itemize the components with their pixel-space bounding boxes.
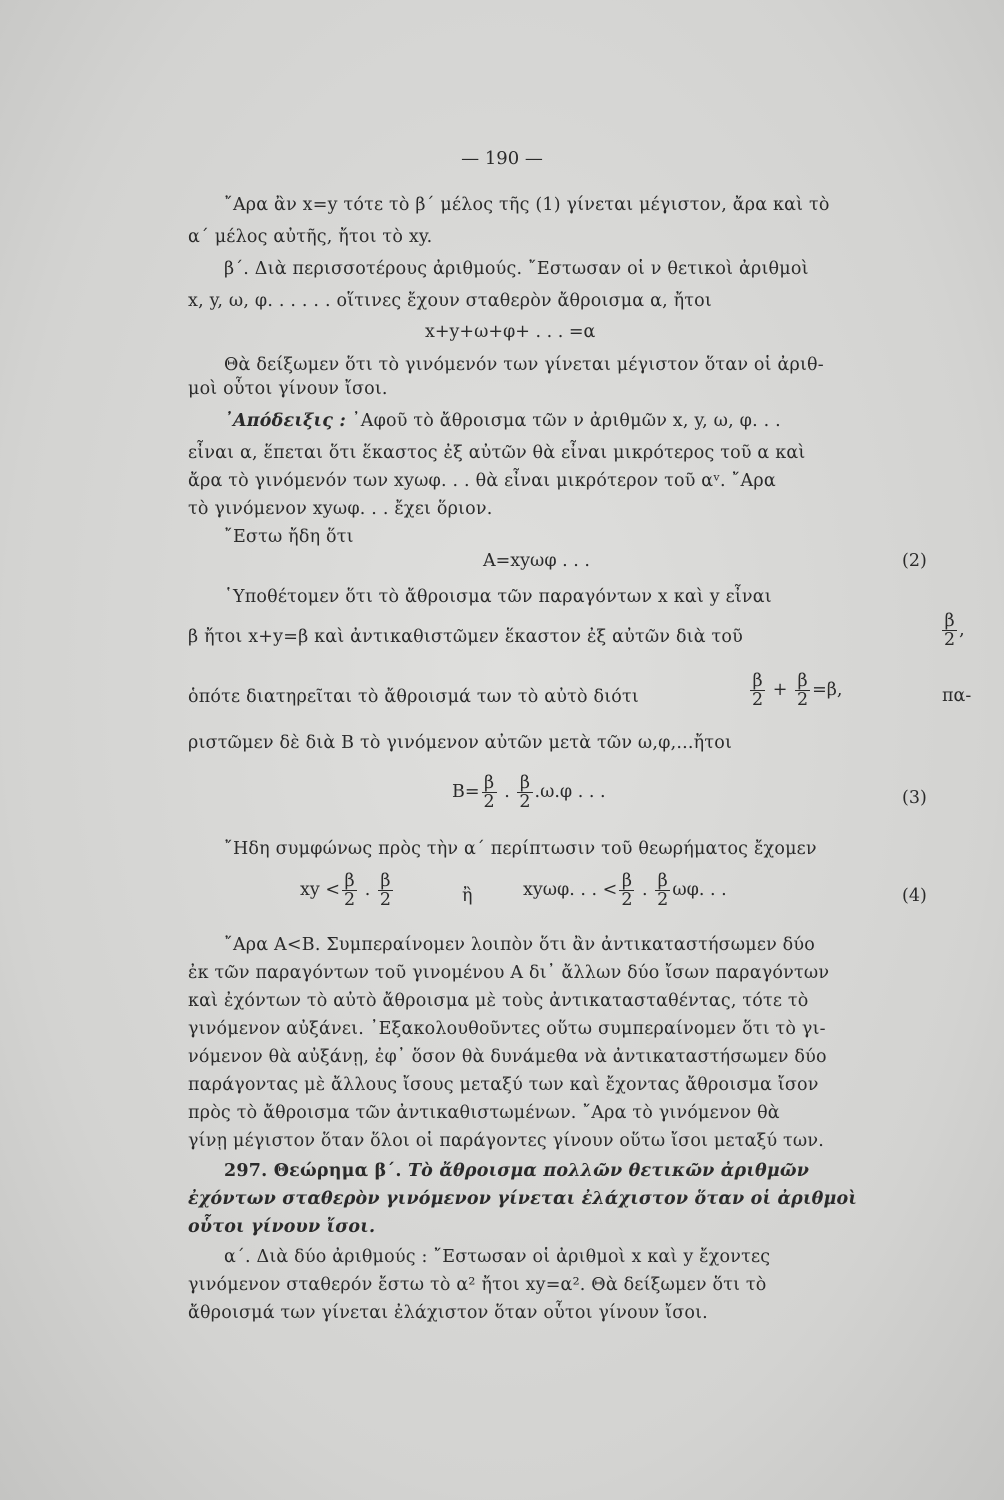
page-number: — 190 — — [461, 148, 543, 169]
text-line: εἶναι α, ἕπεται ὅτι ἕκαστος ἐξ αὐτῶν θὰ εἶναι μικρότερος τοῦ α καὶ — [188, 443, 806, 463]
text-line: νόμενον θὰ αὐξάνῃ, ἐφ᾿ ὅσον θὰ δυνάμεθα νὰ ἀντικαταστήσωμεν δύο — [188, 1047, 827, 1067]
equation-1: x+y+ω+φ+ . . . =α — [425, 322, 596, 342]
text-line: β΄. Διὰ περισσοτέρους ἀριθμούς. ῎Εστωσαν οἱ ν θετικοὶ ἀριθμοὶ — [224, 259, 809, 279]
text-line: ἐκ τῶν παραγόντων τοῦ γινομένου Α δι᾿ ἄλλων δύο ἴσων παραγόντων — [188, 963, 830, 983]
equation-2-number: (2) — [902, 551, 927, 571]
text-line: καὶ ἐχόντων τὸ αὐτὸ ἄθροισμα μὲ τοὺς ἀντικατασταθέντας, τότε τὸ — [188, 991, 809, 1011]
text-line: ῎Αρα Α<Β. Συμπεραίνομεν λοιπὸν ὅτι ἂν ἀντικαταστήσωμεν δύο — [224, 935, 815, 955]
equation-3-number: (3) — [902, 788, 927, 808]
text-line: ἄθροισμά των γίνεται ἐλάχιστον ὅταν οὗτοι γίνουν ἴσοι. — [188, 1303, 708, 1323]
proof-heading: ᾿Απόδειξις : — [224, 411, 347, 431]
theorem-number: 297. Θεώρημα β΄. — [224, 1161, 402, 1181]
text-line: γίνῃ μέγιστον ὅταν ὅλοι οἱ παράγοντες γίνουν οὕτω ἴσοι μεταξύ των. — [188, 1131, 825, 1151]
text-line: ἄρα τὸ γινόμενόν των xyωφ. . . θὰ εἶναι μικρότερον τοῦ αᵛ. ῎Αρα — [188, 471, 776, 491]
text-line: β ἤτοι x+y=β καὶ ἀντικαθιστῶμεν ἕκαστον ἐξ αὐτῶν διὰ τοῦ — [188, 627, 743, 647]
text-line: γινόμενον σταθερόν ἔστω τὸ α² ἤτοι xy=α². Θὰ δείξωμεν ὅτι τὸ — [188, 1275, 767, 1295]
equation-4-right: xyωφ. . . < $\frac{\beta}{2}$ . $\frac{\beta}{2}$ ωφ. . . — [523, 871, 727, 910]
text-line: τὸ γινόμενον xyωφ. . . ἔχει ὅριον. — [188, 499, 493, 519]
text-line: μοὶ οὗτοι γίνουν ἴσοι. — [188, 379, 388, 399]
equation-3: Β= $\frac{\beta}{2}$ . $\frac{\beta}{2}$ .ω.φ . . . — [452, 773, 606, 812]
theorem-text: ἐχόντων σταθερὸν γινόμενον γίνεται ἐλάχιστον ὅταν οἱ ἀριθμοὶ — [188, 1189, 858, 1209]
text-line: παράγοντας μὲ ἄλλους ἴσους μεταξύ των καὶ ἔχοντας ἄθροισμα ἴσον — [188, 1075, 819, 1095]
text-line: πρὸς τὸ ἄθροισμα τῶν ἀντικαθιστωμένων. ῎Αρα τὸ γινόμενον θὰ — [188, 1103, 780, 1123]
fraction-b-over-2: $\frac{\beta}{2}$ , — [944, 611, 965, 650]
equation-4-number: (4) — [902, 886, 927, 906]
text-line: ᾿Απόδειξις : ᾿Αφοῦ τὸ ἄθροισμα τῶν ν ἀριθμῶν x, y, ω, φ. . . — [224, 411, 781, 431]
text-line: Θὰ δείξωμεν ὅτι τὸ γινόμενόν των γίνεται μέγιστον ὅταν οἱ ἀριθ- — [224, 355, 824, 375]
text-line: γινόμενον αὐξάνει. ᾿Εξακολουθοῦντες οὕτω συμπεραίνομεν ὅτι τὸ γι- — [188, 1019, 826, 1039]
text-line: α΄ μέλος αὐτῆς, ἤτοι τὸ xy. — [188, 227, 433, 247]
text-line: πα- — [942, 686, 972, 706]
text-line: ῎Εστω ἤδη ὅτι — [224, 527, 354, 547]
equation-4-left: xy < $\frac{\beta}{2}$ . $\frac{\beta}{2}$ — [300, 871, 391, 910]
theorem-text: οὗτοι γίνουν ἴσοι. — [188, 1217, 376, 1237]
equation-2: Α=xyωφ . . . — [483, 551, 590, 571]
theorem-heading: 297. Θεώρημα β΄. Τὸ ἄθροισμα πολλῶν θετικῶν ἀριθμῶν — [224, 1161, 810, 1181]
text-line: ῎Ηδη συμφώνως πρὸς τὴν α΄ περίπτωσιν τοῦ θεωρήματος ἔχομεν — [224, 839, 817, 859]
text-line: ῎Αρα ἂν x=y τότε τὸ β΄ μέλος τῆς (1) γίνεται μέγιστον, ἄρα καὶ τὸ — [224, 195, 830, 215]
text-line: α΄. Διὰ δύο ἀριθμούς : ῎Εστωσαν οἱ ἀριθμοὶ x καὶ y ἔχοντες — [224, 1247, 771, 1267]
text-or: ἢ — [462, 886, 473, 906]
fraction-sum-expression: $\frac{\beta}{2}$ + $\frac{\beta}{2}$ =β, — [752, 671, 843, 710]
text-line: x, y, ω, φ. . . . . . οἵτινες ἔχουν σταθερὸν ἄθροισμα α, ἤτοι — [188, 291, 712, 311]
text-line: ριστῶμεν δὲ διὰ Β τὸ γινόμενον αὐτῶν μετὰ τῶν ω,φ,...ἤτοι — [188, 733, 733, 753]
text-line: ὁπότε διατηρεῖται τὸ ἄθροισμά των τὸ αὐτὸ διότι — [188, 687, 639, 707]
text-line: ῾Υποθέτομεν ὅτι τὸ ἄθροισμα τῶν παραγόντων x καὶ y εἶναι — [224, 587, 772, 607]
